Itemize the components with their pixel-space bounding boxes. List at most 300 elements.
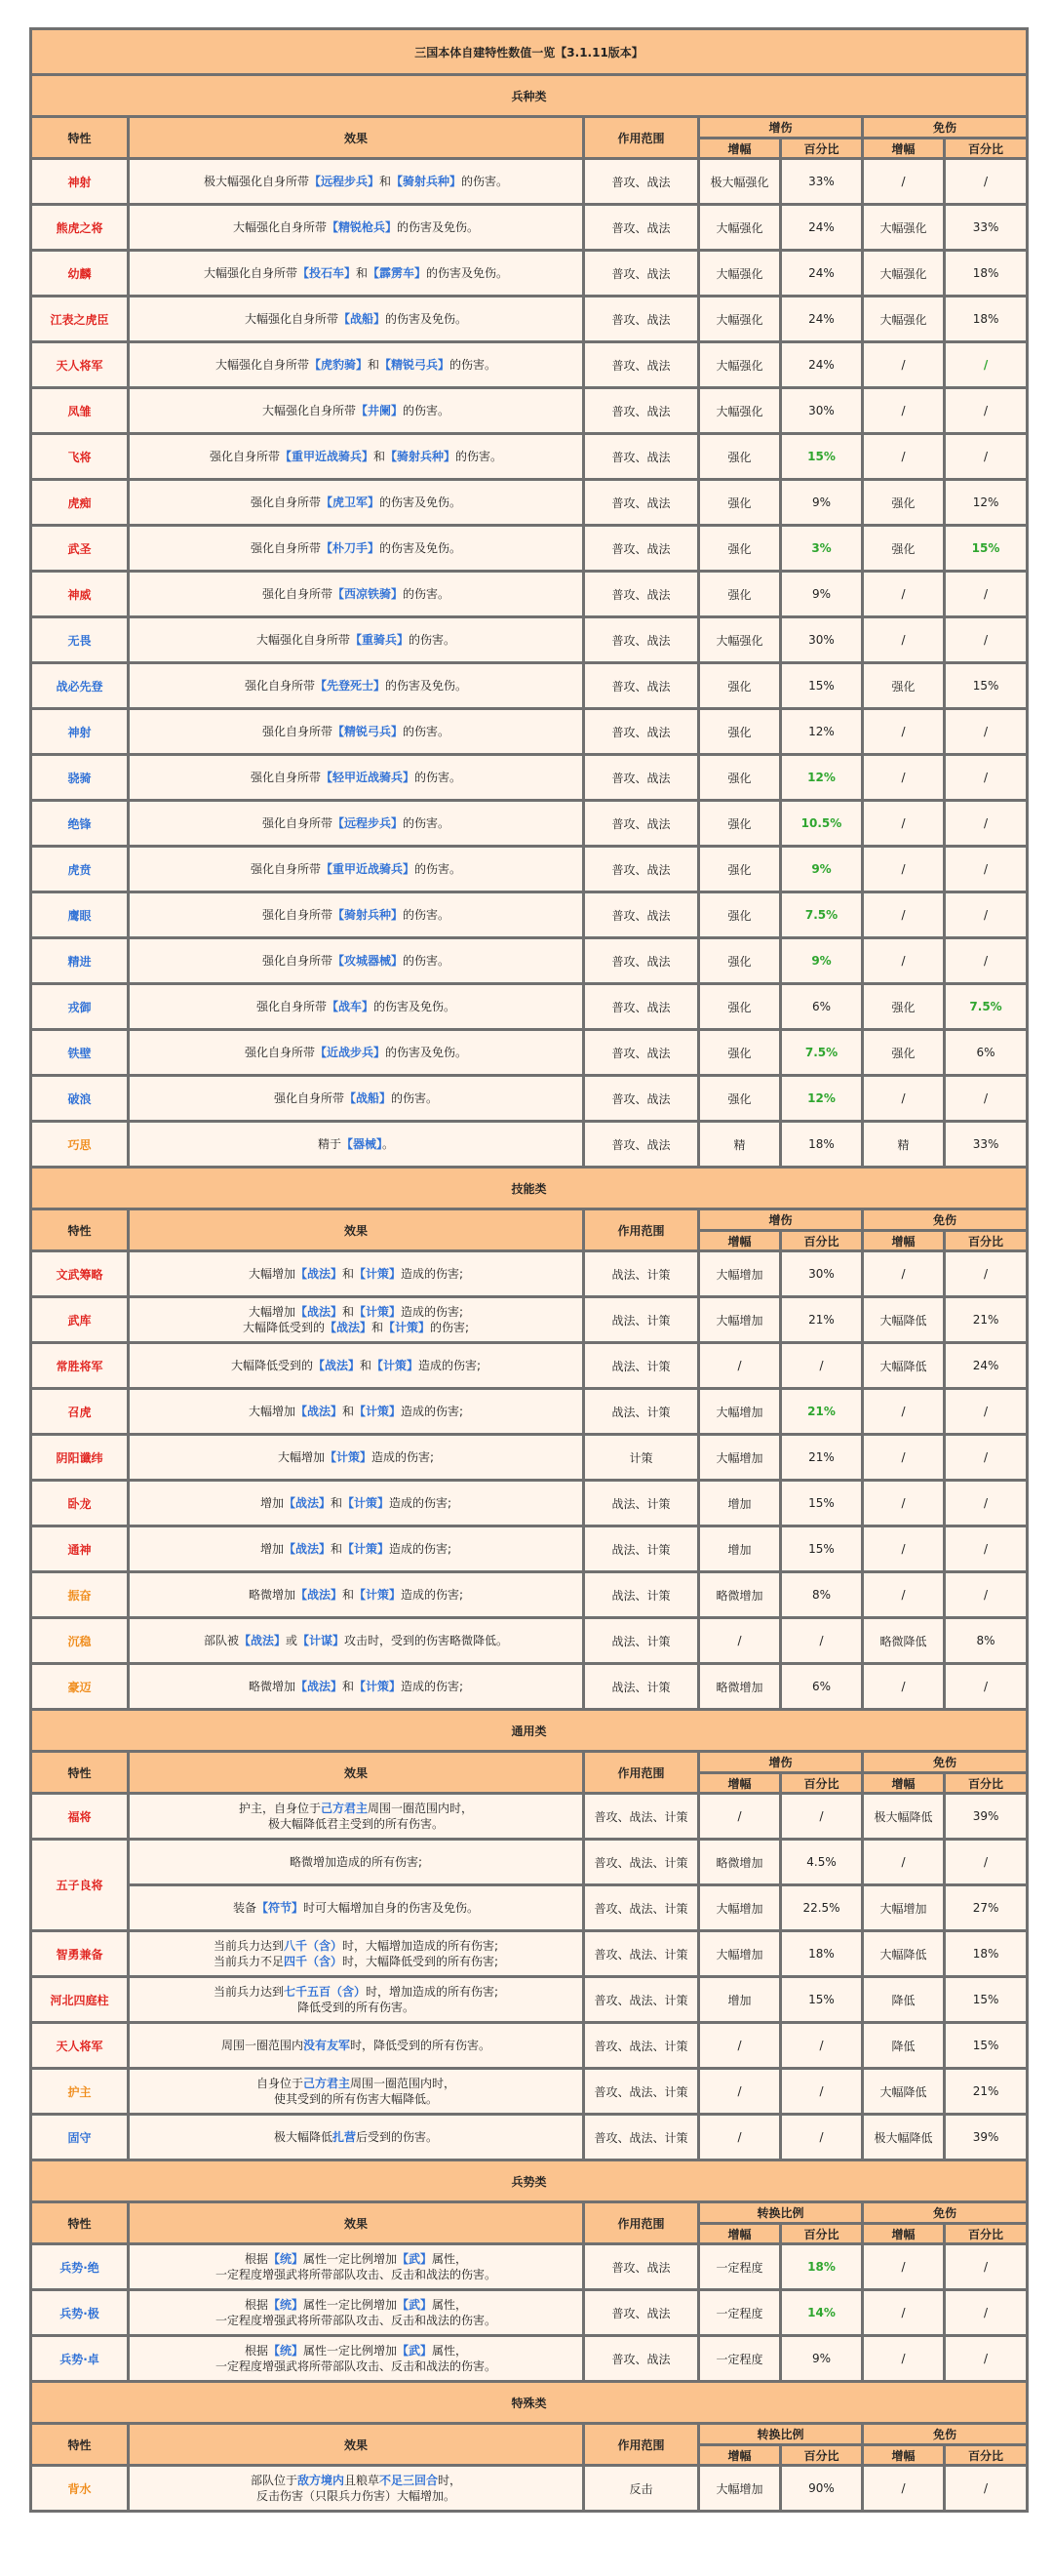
boost-b-level: / <box>863 801 945 847</box>
effect-text: 的伤害。 <box>403 404 450 417</box>
effect-highlight: 【计策】 <box>382 1321 430 1334</box>
effect-highlight: 【计策】 <box>353 1680 401 1693</box>
effect-text: 大幅增加 <box>248 1405 295 1418</box>
effect-highlight: 【轻甲近战骑兵】 <box>320 771 414 784</box>
boost-a-percent: 15% <box>781 663 863 709</box>
trait-effect <box>129 1572 584 1618</box>
effect-text: 极大幅降低君主受到的所有伤害。 <box>267 1817 444 1831</box>
table-row <box>31 984 1028 1030</box>
effect-line <box>134 540 578 556</box>
trait-name: 振奋 <box>31 1572 129 1618</box>
boost-a-percent: / <box>781 1618 863 1664</box>
trait-name: 背水 <box>31 2466 129 2512</box>
effect-line <box>134 1801 578 1816</box>
boost-a-percent: / <box>781 2069 863 2115</box>
effect-highlight: 【计策】 <box>353 1405 401 1418</box>
effect-line <box>134 1045 578 1060</box>
trait-scope: 普攻、战法 <box>584 2290 699 2336</box>
boost-a-percent: / <box>781 2115 863 2160</box>
table-row <box>31 1840 1028 1885</box>
boost-a-percent: 9% <box>781 2336 863 2382</box>
trait-scope: 普攻、战法、计策 <box>584 2069 699 2115</box>
table-row <box>31 2244 1028 2290</box>
trait-name: 五子良将 <box>31 1840 129 1931</box>
effect-line <box>134 907 578 923</box>
boost-b-level: 大幅降低 <box>863 1297 945 1343</box>
boost-b-percent: / <box>945 847 1028 892</box>
boost-b-level: / <box>863 617 945 663</box>
trait-table <box>29 27 1029 2513</box>
effect-text: 的伤害及免伤。 <box>373 1000 456 1013</box>
trait-effect <box>129 1977 584 2023</box>
table-row <box>31 1435 1028 1481</box>
effect-highlight: 【战法】 <box>294 1267 342 1281</box>
trait-name: 神射 <box>31 159 129 205</box>
effect-highlight: 【虎卫军】 <box>320 495 379 509</box>
effect-text: 的伤害。 <box>409 633 456 647</box>
trait-scope: 战法、计策 <box>584 1572 699 1618</box>
table-row <box>31 2336 1028 2382</box>
header-a1: 增幅 <box>699 1773 781 1794</box>
trait-scope: 普攻、战法 <box>584 526 699 572</box>
boost-b-level: 降低 <box>863 2023 945 2069</box>
trait-effect <box>129 709 584 755</box>
header-b2: 百分比 <box>945 139 1028 159</box>
effect-line <box>134 1900 578 1916</box>
effect-text: 大幅增加 <box>248 1305 295 1319</box>
boost-a-level: 大幅强化 <box>699 617 781 663</box>
boost-a-level: 一定程度 <box>699 2336 781 2382</box>
trait-name: 沉稳 <box>31 1618 129 1664</box>
trait-scope: 普攻、战法 <box>584 617 699 663</box>
effect-highlight: 【计策】 <box>353 1267 401 1281</box>
trait-scope: 战法、计策 <box>584 1664 699 1710</box>
table-row <box>31 342 1028 388</box>
effect-text: 护主，自身位于 <box>238 1802 321 1815</box>
trait-name: 通神 <box>31 1526 129 1572</box>
boost-a-percent: 90% <box>781 2466 863 2512</box>
effect-text: 一定程度增强武将所带部队攻击、反击和战法的伤害。 <box>214 2359 496 2373</box>
trait-effect <box>129 892 584 938</box>
effect-text: 造成的伤害; <box>401 1680 464 1693</box>
boost-a-level: 大幅增加 <box>699 2466 781 2512</box>
boost-b-percent: / <box>945 1076 1028 1122</box>
boost-a-level: 强化 <box>699 526 781 572</box>
trait-scope: 反击 <box>584 2466 699 2512</box>
trait-scope: 普攻、战法、计策 <box>584 1794 699 1840</box>
effect-highlight: 【战法】 <box>294 1305 342 1319</box>
boost-b-level: 大幅降低 <box>863 2069 945 2115</box>
trait-scope: 普攻、战法 <box>584 847 699 892</box>
boost-a-percent: 14% <box>781 2290 863 2336</box>
effect-text: 造成的伤害; <box>401 1305 464 1319</box>
trait-effect <box>129 297 584 342</box>
trait-effect <box>129 938 584 984</box>
effect-highlight: 【计策】 <box>353 1305 401 1319</box>
boost-a-level: 强化 <box>699 892 781 938</box>
boost-b-percent: 27% <box>945 1885 1028 1931</box>
table-row <box>31 1931 1028 1977</box>
boost-a-percent: 15% <box>781 1526 863 1572</box>
header-a2: 百分比 <box>781 2445 863 2466</box>
effect-text: 造成的伤害; <box>389 1542 452 1556</box>
trait-name: 文武筹略 <box>31 1251 129 1297</box>
effect-line <box>134 403 578 418</box>
effect-text: 周围一圈范围内时， <box>350 2077 456 2090</box>
effect-line <box>134 1320 578 1335</box>
boost-a-percent: 21% <box>781 1297 863 1343</box>
effect-highlight: 七千五百（含） <box>283 1985 366 1999</box>
trait-scope: 普攻、战法 <box>584 2336 699 2382</box>
trait-name: 卧龙 <box>31 1481 129 1526</box>
trait-name: 无畏 <box>31 617 129 663</box>
boost-b-percent: 8% <box>945 1618 1028 1664</box>
boost-a-percent: 12% <box>781 755 863 801</box>
table-row <box>31 1885 1028 1931</box>
header-group-a: 增伤 <box>699 1209 863 1231</box>
boost-a-level: 大幅增加 <box>699 1435 781 1481</box>
effect-text: 和 <box>341 1680 354 1693</box>
boost-a-percent: 21% <box>781 1435 863 1481</box>
boost-b-percent: / <box>945 1664 1028 1710</box>
header-effect: 效果 <box>129 1209 584 1251</box>
effect-text: 极大幅降低 <box>273 2130 332 2144</box>
table-row <box>31 159 1028 205</box>
effect-line <box>134 2313 578 2328</box>
effect-text: 根据 <box>244 2344 268 2358</box>
effect-text: 自身位于 <box>255 2077 303 2090</box>
boost-a-percent: 9% <box>781 938 863 984</box>
boost-b-level: 大幅增加 <box>863 1885 945 1931</box>
trait-scope: 普攻、战法 <box>584 663 699 709</box>
boost-a-level: / <box>699 2023 781 2069</box>
effect-line <box>134 2038 578 2053</box>
header-a1: 增幅 <box>699 139 781 159</box>
trait-effect <box>129 755 584 801</box>
effect-text: 的伤害及免伤。 <box>426 266 509 280</box>
header-scope: 作用范围 <box>584 2424 699 2466</box>
effect-text: 强化自身所带 <box>261 587 332 601</box>
effect-text: 造成的伤害; <box>401 1588 464 1602</box>
boost-a-level: 一定程度 <box>699 2244 781 2290</box>
header-scope: 作用范围 <box>584 1752 699 1794</box>
header-group-b: 免伤 <box>863 1209 1028 1231</box>
table-row <box>31 572 1028 617</box>
boost-a-level: 强化 <box>699 1030 781 1076</box>
header-group-a: 转换比例 <box>699 2424 863 2445</box>
boost-a-level: 大幅增加 <box>699 1885 781 1931</box>
boost-b-level: / <box>863 1664 945 1710</box>
boost-a-level: 强化 <box>699 801 781 847</box>
table-row <box>31 2069 1028 2115</box>
boost-b-level: 强化 <box>863 526 945 572</box>
boost-a-level: 略微增加 <box>699 1572 781 1618</box>
boost-a-level: / <box>699 1618 781 1664</box>
boost-b-percent: 21% <box>945 1297 1028 1343</box>
effect-text: 造成的伤害; <box>389 1496 452 1510</box>
boost-a-level: 强化 <box>699 984 781 1030</box>
effect-line <box>134 724 578 739</box>
effect-text: 强化自身所带 <box>250 541 321 555</box>
effect-line <box>134 815 578 831</box>
effect-line <box>134 2076 578 2091</box>
effect-text: 攻击时，受到的伤害略微降低。 <box>344 1634 509 1647</box>
trait-effect <box>129 480 584 526</box>
effect-text: 的伤害。 <box>391 1091 439 1105</box>
boost-b-percent: 39% <box>945 2115 1028 2160</box>
header-effect: 效果 <box>129 2424 584 2466</box>
boost-b-level: / <box>863 342 945 388</box>
effect-text: 部队位于 <box>250 2474 297 2487</box>
trait-name: 铁壁 <box>31 1030 129 1076</box>
boost-b-percent: / <box>945 1572 1028 1618</box>
header-row-1 <box>31 1209 1028 1231</box>
boost-b-level: / <box>863 2466 945 2512</box>
boost-a-level: 强化 <box>699 572 781 617</box>
effect-highlight: 【武】 <box>397 2344 433 2358</box>
effect-text: 属性， <box>432 2298 468 2312</box>
boost-a-percent: 24% <box>781 297 863 342</box>
table-row <box>31 892 1028 938</box>
effect-text: 强化自身所带 <box>250 771 321 784</box>
boost-b-level: 大幅强化 <box>863 205 945 251</box>
trait-effect <box>129 1389 584 1435</box>
effect-text: 一定程度增强武将所带部队攻击、反击和战法的伤害。 <box>214 2314 496 2327</box>
effect-line <box>134 1679 578 1694</box>
boost-b-level: 略微降低 <box>863 1618 945 1664</box>
boost-a-percent: 22.5% <box>781 1885 863 1931</box>
effect-text: 当前兵力达到 <box>213 1985 284 1999</box>
effect-text: 造成的伤害; <box>401 1267 464 1281</box>
effect-text: 当前兵力达到 <box>213 1939 284 1953</box>
table-row <box>31 2115 1028 2160</box>
trait-name: 巧思 <box>31 1122 129 1168</box>
effect-text: 略微增加 <box>248 1680 295 1693</box>
header-row-1 <box>31 2424 1028 2445</box>
boost-a-level: / <box>699 2069 781 2115</box>
header-b2: 百分比 <box>945 2445 1028 2466</box>
effect-text: 和 <box>367 358 379 372</box>
effect-line <box>134 1495 578 1511</box>
effect-text: 装备 <box>232 1901 256 1915</box>
effect-text: 使其受到的所有伤害大幅降低。 <box>273 2092 438 2106</box>
effect-line <box>134 495 578 510</box>
trait-scope: 普攻、战法 <box>584 892 699 938</box>
boost-b-level: / <box>863 847 945 892</box>
effect-line <box>134 174 578 189</box>
page-title: 三国本体自建特性数值一览【3.1.11版本】 <box>31 29 1028 75</box>
effect-text: 大幅降低受到的 <box>242 1321 325 1334</box>
effect-highlight: 【重甲近战骑兵】 <box>279 450 373 463</box>
effect-highlight: 【统】 <box>267 2344 303 2358</box>
trait-name: 破浪 <box>31 1076 129 1122</box>
trait-scope: 战法、计策 <box>584 1389 699 1435</box>
effect-line <box>134 219 578 235</box>
trait-name: 凤雏 <box>31 388 129 434</box>
boost-b-level: / <box>863 1389 945 1435</box>
boost-a-level: 强化 <box>699 938 781 984</box>
header-effect: 效果 <box>129 1752 584 1794</box>
boost-b-level: 强化 <box>863 984 945 1030</box>
effect-highlight: 【战法】 <box>283 1542 331 1556</box>
table-row <box>31 1794 1028 1840</box>
boost-a-percent: 15% <box>781 434 863 480</box>
trait-effect <box>129 1664 584 1710</box>
effect-line <box>134 999 578 1014</box>
table-row <box>31 297 1028 342</box>
boost-b-level: / <box>863 434 945 480</box>
effect-highlight: 八千（含） <box>283 1939 342 1953</box>
effect-text: 的伤害及免伤。 <box>385 1046 468 1059</box>
boost-b-percent: / <box>945 938 1028 984</box>
header-a1: 增幅 <box>699 2224 781 2244</box>
boost-a-percent: 3% <box>781 526 863 572</box>
effect-text: 时可大幅增加自身的伤害及免伤。 <box>303 1901 480 1915</box>
trait-scope: 计策 <box>584 1435 699 1481</box>
boost-b-percent: 33% <box>945 1122 1028 1168</box>
header-group-b: 免伤 <box>863 2202 1028 2224</box>
trait-name: 福将 <box>31 1794 129 1840</box>
effect-highlight: 【战车】 <box>326 1000 373 1013</box>
table-row <box>31 1572 1028 1618</box>
header-b1: 增幅 <box>863 1231 945 1251</box>
boost-a-level: 大幅增加 <box>699 1931 781 1977</box>
header-row-1 <box>31 117 1028 139</box>
effect-line <box>134 678 578 694</box>
boost-b-percent: / <box>945 159 1028 205</box>
effect-line <box>134 1266 578 1282</box>
table-row <box>31 1076 1028 1122</box>
boost-a-level: 增加 <box>699 1481 781 1526</box>
boost-a-level: 精 <box>699 1122 781 1168</box>
boost-b-percent: 18% <box>945 297 1028 342</box>
effect-text: 时，大幅降低受到的所有伤害; <box>341 1955 499 1968</box>
boost-b-percent: / <box>945 892 1028 938</box>
trait-name: 精进 <box>31 938 129 984</box>
boost-b-level: 大幅降低 <box>863 1931 945 1977</box>
effect-highlight: 【骑射兵种】 <box>391 175 462 188</box>
boost-a-level: 强化 <box>699 1076 781 1122</box>
effect-text: 根据 <box>244 2252 268 2266</box>
trait-effect <box>129 1794 584 1840</box>
boost-b-level: 大幅降低 <box>863 1343 945 1389</box>
boost-b-level: / <box>863 1840 945 1885</box>
effect-text: 的伤害。 <box>403 725 450 738</box>
boost-a-percent: 24% <box>781 251 863 297</box>
header-group-b: 免伤 <box>863 1752 1028 1773</box>
header-a2: 百分比 <box>781 139 863 159</box>
effect-highlight: 【计策】 <box>341 1496 389 1510</box>
boost-a-level: 大幅增加 <box>699 1251 781 1297</box>
effect-line <box>134 586 578 602</box>
effect-text: 的伤害。 <box>403 587 450 601</box>
boost-b-percent: / <box>945 1251 1028 1297</box>
effect-line <box>134 861 578 877</box>
effect-line <box>134 2473 578 2488</box>
effect-highlight: 【战法】 <box>294 1680 342 1693</box>
header-trait: 特性 <box>31 117 129 159</box>
effect-text: 当前兵力不足 <box>213 1955 284 1968</box>
trait-scope: 普攻、战法 <box>584 297 699 342</box>
effect-text: 精于 <box>317 1137 341 1151</box>
section-title-row <box>31 2382 1028 2424</box>
trait-name: 戎御 <box>31 984 129 1030</box>
header-b2: 百分比 <box>945 1231 1028 1251</box>
boost-a-level: 一定程度 <box>699 2290 781 2336</box>
effect-text: 的伤害。 <box>414 771 462 784</box>
trait-effect <box>129 205 584 251</box>
boost-a-percent: 7.5% <box>781 892 863 938</box>
effect-highlight: 不足三回合 <box>379 2474 439 2487</box>
trait-effect <box>129 1840 584 1885</box>
boost-a-percent: 15% <box>781 1481 863 1526</box>
boost-b-percent: / <box>945 1526 1028 1572</box>
boost-a-level: 略微增加 <box>699 1840 781 1885</box>
effect-text: 属性， <box>432 2344 468 2358</box>
boost-a-level: 强化 <box>699 755 781 801</box>
effect-highlight: 敌方境内 <box>296 2474 344 2487</box>
trait-name: 兵势·绝 <box>31 2244 129 2290</box>
section-title: 通用类 <box>31 1710 1028 1752</box>
header-trait: 特性 <box>31 2424 129 2466</box>
trait-scope: 普攻、战法 <box>584 480 699 526</box>
trait-scope: 普攻、战法 <box>584 434 699 480</box>
trait-name: 固守 <box>31 2115 129 2160</box>
boost-b-percent: / <box>945 755 1028 801</box>
boost-b-level: / <box>863 2290 945 2336</box>
trait-scope: 战法、计策 <box>584 1343 699 1389</box>
effect-highlight: 【统】 <box>267 2252 303 2266</box>
boost-b-level: / <box>863 1572 945 1618</box>
boost-a-level: 大幅强化 <box>699 388 781 434</box>
boost-b-level: / <box>863 1526 945 1572</box>
trait-scope: 普攻、战法、计策 <box>584 1840 699 1885</box>
effect-line <box>134 2091 578 2107</box>
effect-text: 强化自身所带 <box>209 450 280 463</box>
effect-highlight: 【井阑】 <box>355 404 403 417</box>
trait-name: 江表之虎臣 <box>31 297 129 342</box>
trait-sheet <box>29 27 1026 2513</box>
effect-line <box>134 2488 578 2504</box>
boost-b-level: 极大幅降低 <box>863 1794 945 1840</box>
boost-b-percent: / <box>945 2336 1028 2382</box>
effect-text: 强化自身所带 <box>261 725 332 738</box>
trait-effect <box>129 1030 584 1076</box>
table-row <box>31 1389 1028 1435</box>
header-a2: 百分比 <box>781 1773 863 1794</box>
boost-b-percent: / <box>945 2290 1028 2336</box>
effect-highlight: 【远程步兵】 <box>308 175 379 188</box>
effect-text: 和 <box>330 1496 342 1510</box>
effect-highlight: 【战船】 <box>337 312 385 326</box>
trait-scope: 普攻、战法、计策 <box>584 1931 699 1977</box>
effect-highlight: 【计策】 <box>353 1588 401 1602</box>
effect-line <box>134 1404 578 1419</box>
effect-line <box>134 2343 578 2358</box>
effect-line <box>134 1954 578 1969</box>
boost-a-percent: 30% <box>781 1251 863 1297</box>
trait-scope: 普攻、战法 <box>584 342 699 388</box>
trait-effect <box>129 1618 584 1664</box>
effect-text: 降低受到的所有伤害。 <box>296 2001 414 2014</box>
effect-text: 强化自身所带 <box>255 1000 327 1013</box>
trait-name: 天人将军 <box>31 2023 129 2069</box>
trait-effect <box>129 2244 584 2290</box>
trait-effect <box>129 1076 584 1122</box>
effect-line <box>134 1938 578 1954</box>
effect-text: 部队被 <box>203 1634 239 1647</box>
trait-scope: 普攻、战法 <box>584 801 699 847</box>
